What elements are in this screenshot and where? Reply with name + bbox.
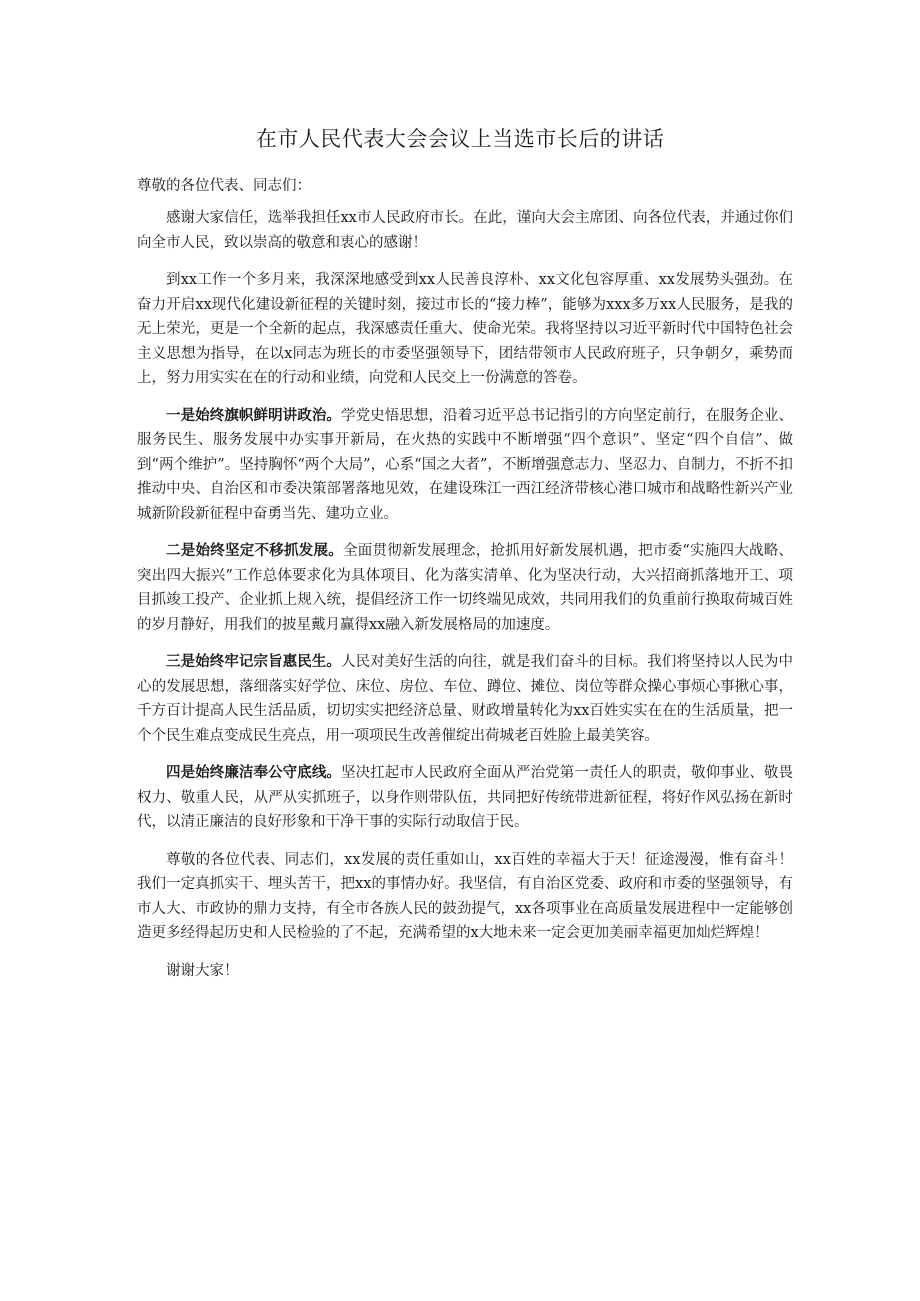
paragraph-text: 尊敬的各位代表、同志们，xx发展的责任重如山，xx百姓的幸福大于天！征途漫漫，惟有奋斗！我们一定真抓实干、埋头苦干，把xx的事情办好。我坚信，有自治区党委、政府和市委的坚强领导，有市人大、市政协的鼎力支持，有全市各族人民的鼓劲提气，xx各项事业在高质量发展进程中一定能够创造更多经得起历史和人民检验的了不起，充满希望的x大地未来一定会更加美丽幸福更加灿烂辉煌！ [137,851,793,941]
paragraph-conclusion [137,848,793,946]
paragraph-text: 感谢大家信任，选举我担任xx市人民政府市长。在此，谨向大会主席团、向各位代表，并通过你们向全市人民，致以崇高的敬意和衷心的感谢！ [137,210,793,251]
paragraph-lead: 四是始终廉洁奉公守底线。 [166,764,341,781]
paragraph-point-2 [137,539,793,637]
paragraph-text: 坚决扛起市人民政府全面从严治党第一责任人的职责，敬仰事业、敬畏权力、敬重人民，从严从实抓班子，以身作则带队伍，共同把好传统带进新征程，将好作风弘扬在新时代，以清正廉洁的良好形象和干净干事的实际行动取信于民。 [137,765,793,830]
closing-text: 谢谢大家！ [166,962,239,979]
paragraph-lead: 一是始终旗帜鲜明讲政治。 [166,406,341,424]
paragraph-text: 学党史悟思想，沿着习近平总书记指引的方向坚定前行，在服务企业、服务民生、服务发展中办实事开新局，在火热的实践中不断增强“四个意识”、坚定“四个自信”、做到“两个维护”。坚持胸怀“两个大局”，心系“国之大者”，不断增强意志力、坚忍力、自制力，不折不扣推动中央、自治区和市委决策部署落地见效，在建设珠江一西江经济带核心港口城市和战略性新兴产业城新阶段新征程中奋勇当先、建功立业。 [137,407,793,522]
paragraph-thanks [137,206,793,255]
page-title: 在市人民代表大会会议上当选市长后的讲话 [255,127,665,151]
paragraph-lead: 三是始终牢记宗旨惠民生。 [166,653,341,670]
document-body [137,206,793,996]
paragraph-introduction [137,268,793,391]
paragraph-point-4 [137,761,793,835]
paragraph-text: 全面贯彻新发展理念，抢抓用好新发展机遇，把市委“实施四大战略、突出四大振兴”工作总体要求化为具体项目、化为落实清单、化为坚决行动，大兴招商抓落地开工、项目抓竣工投产、企业抓上规入统，提倡经济工作一切终端见成效，共同用我们的负重前行换取荷城百姓的岁月静好，用我们的披星戴月赢得xx融入新发展格局的加速度。 [137,543,793,633]
salutation: 尊敬的各位代表、同志们： [137,178,311,194]
paragraph-lead: 二是始终坚定不移抓发展。 [166,542,344,559]
paragraph-point-3 [137,650,793,748]
closing-line [137,959,793,984]
paragraph-text: 人民对美好生活的向往，就是我们奋斗的目标。我们将坚持以人民为中心的发展思想，落细落实好学位、床位、房位、车位、蹲位、摊位、岗位等群众操心事烦心事揪心事，千方百计提高人民生活品质，切切实实把经济总量、财政增量转化为xx百姓实实在在的生活质量，把一个个民生难点变成民生亮点，用一项项民生改善催绽出荷城老百姓脸上最美笑容。 [137,654,793,744]
paragraph-point-1 [137,404,793,527]
paragraph-text: 到xx工作一个多月来，我深深地感受到xx人民善良淳朴、xx文化包容厚重、xx发展势头强劲。在奋力开启xx现代化建设新征程的关键时刻，接过市长的“接力棒”，能够为xxx多万xx人民服务，是我的无上荣光，更是一个全新的起点，我深感责任重大、使命光荣。我将坚持以习近平新时代中国特色社会主义思想为指导，在以x同志为班长的市委坚强领导下，团结带领市人民政府班子，只争朝夕，乘势而上，努力用实实在在的行动和业绩，向党和人民交上一份满意的答卷。 [137,272,793,386]
